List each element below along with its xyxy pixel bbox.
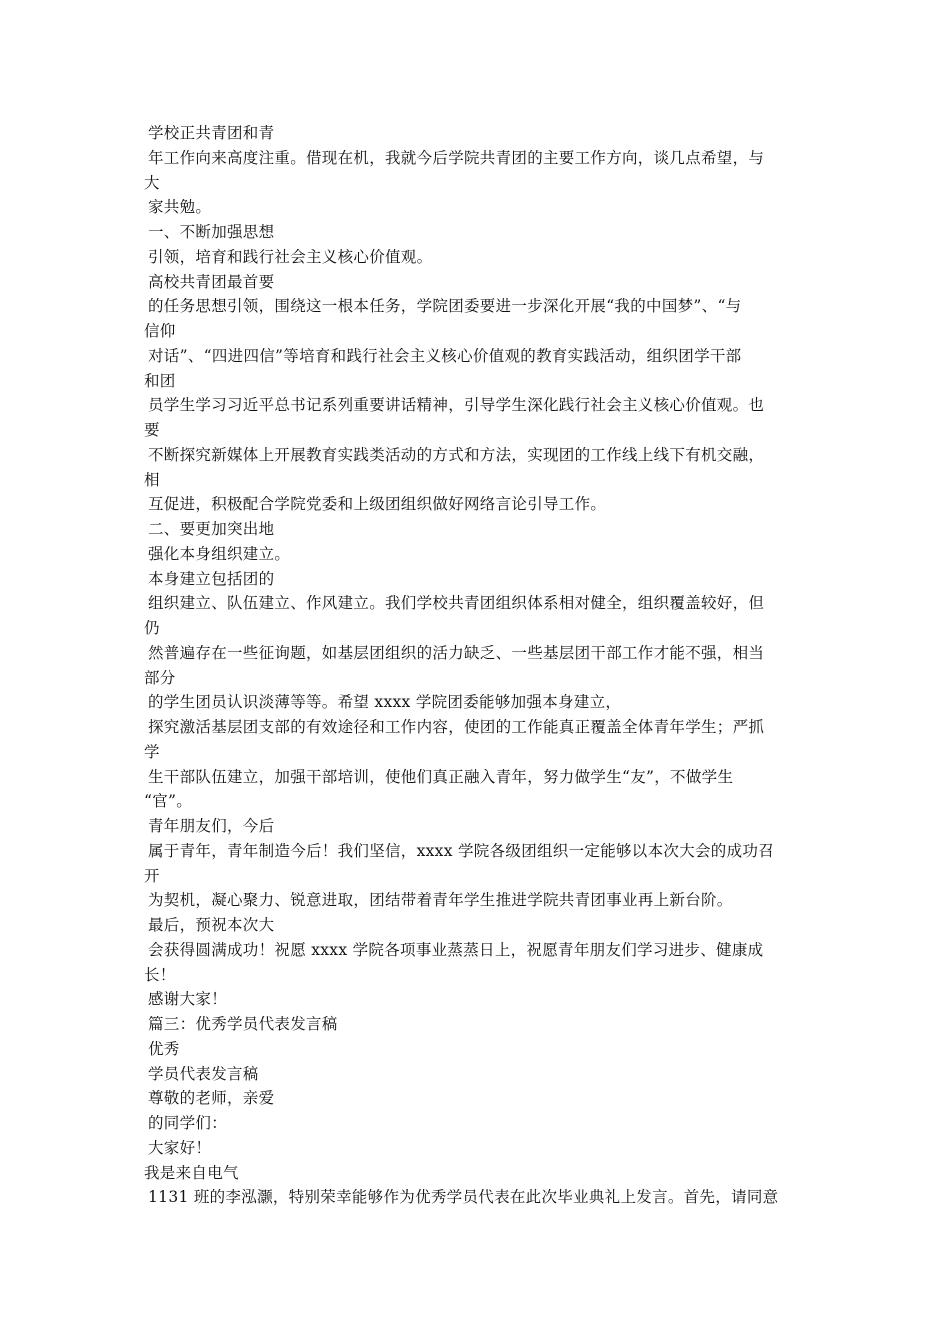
text-line: 大 [144, 173, 160, 192]
text-line: 仍 [144, 619, 160, 637]
text-line: 为契机，凝心聚力、锐意进取，团结带着青年学生推进学院共青团事业再上新台阶。 [148, 891, 733, 910]
text-line: 生干部队伍建立，加强干部培训，使他们真正融入青年，努力做学生“友”，不做学生 [148, 767, 734, 786]
text-line: 信仰 [144, 322, 176, 340]
text-line: 学 [144, 742, 160, 761]
text-line: 和团 [144, 371, 176, 390]
text-line: 互促进，积极配合学院党委和上级团组织做好网络言论引导工作。 [148, 495, 607, 514]
text-line: 的同学们： [148, 1114, 228, 1132]
text-line: 学员代表发言稿 [148, 1064, 259, 1083]
text-line: 引领，培育和践行社会主义核心价值观。 [148, 247, 433, 266]
text-line: 一、不断加强思想 [148, 223, 275, 241]
text-line: 不断探究新媒体上开展教育实践类活动的方式和方法，实现团的工作线上线下有机交融， [148, 445, 765, 464]
text-line: “官”。 [144, 792, 193, 811]
text-line: 尊敬的老师，亲爱 [148, 1089, 275, 1108]
text-line: 组织建立、队伍建立、作风建立。我们学校共青团组织体系相对健全，组织覆盖较好，但 [148, 594, 765, 613]
text-line: 的任务思想引领，围绕这一根本任务，学院团委要进一步深化开展“我的中国梦”、“与 [148, 297, 742, 316]
text-line: 属于青年，青年制造今后！我们坚信，xxxx 学院各级团组织一定能够以本次大会的成功召 [148, 841, 774, 860]
text-line: 篇三：优秀学员代表发言稿 [148, 1015, 338, 1033]
text-line: 部分 [144, 668, 176, 687]
text-line: 相 [144, 470, 160, 489]
text-line: 1131 班的李泓灏，特别荣幸能够作为优秀学员代表在此次毕业典礼上发言。首先，请同意 [148, 1188, 779, 1207]
text-line: 大家好！ [148, 1138, 212, 1157]
text-line: 青年朋友们，今后 [148, 817, 275, 835]
text-line: 的学生团员认识淡薄等等。希望 xxxx 学院团委能够加强本身建立， [148, 693, 622, 712]
text-line: 二、要更加突出地 [148, 520, 275, 538]
document-body [144, 121, 810, 1210]
text-line: 长！ [144, 965, 176, 984]
text-line: 优秀 [148, 1039, 180, 1058]
text-line: 强化本身组织建立。 [148, 544, 291, 563]
text-line: 年工作向来高度注重。借现在机，我就今后学院共青团的主要工作方向，谈几点希望，与 [148, 148, 765, 167]
text-line: 家共勉。 [148, 198, 212, 217]
text-line: 然普遍存在一些征询题，如基层团组织的活力缺乏、一些基层团干部工作才能不强，相当 [148, 643, 765, 662]
text-line: 对话”、“四进四信”等培育和践行社会主义核心价值观的教育实践活动，组织团学干部 [148, 346, 742, 365]
text-line: 本身建立包括团的 [148, 569, 275, 588]
text-line: 探究激活基层团支部的有效途径和工作内容，使团的工作能真正覆盖全体青年学生；严抓 [148, 718, 765, 736]
text-line: 最后，预祝本次大 [148, 916, 275, 934]
text-line: 要 [144, 421, 160, 439]
text-line: 会获得圆满成功！祝愿 xxxx 学院各项事业蒸蒸日上，祝愿青年朋友们学习进步、健康成 [148, 940, 764, 959]
text-line: 感谢大家！ [148, 990, 228, 1009]
text-line: 员学生学习习近平总书记系列重要讲话精神，引导学生深化践行社会主义核心价值观。也 [148, 396, 765, 415]
text-line: 高校共青团最首要 [148, 272, 275, 291]
text-line: 学校正共青团和青 [148, 124, 275, 142]
text-line: 开 [144, 866, 160, 885]
text-line: 我是来自电气 [144, 1163, 239, 1182]
